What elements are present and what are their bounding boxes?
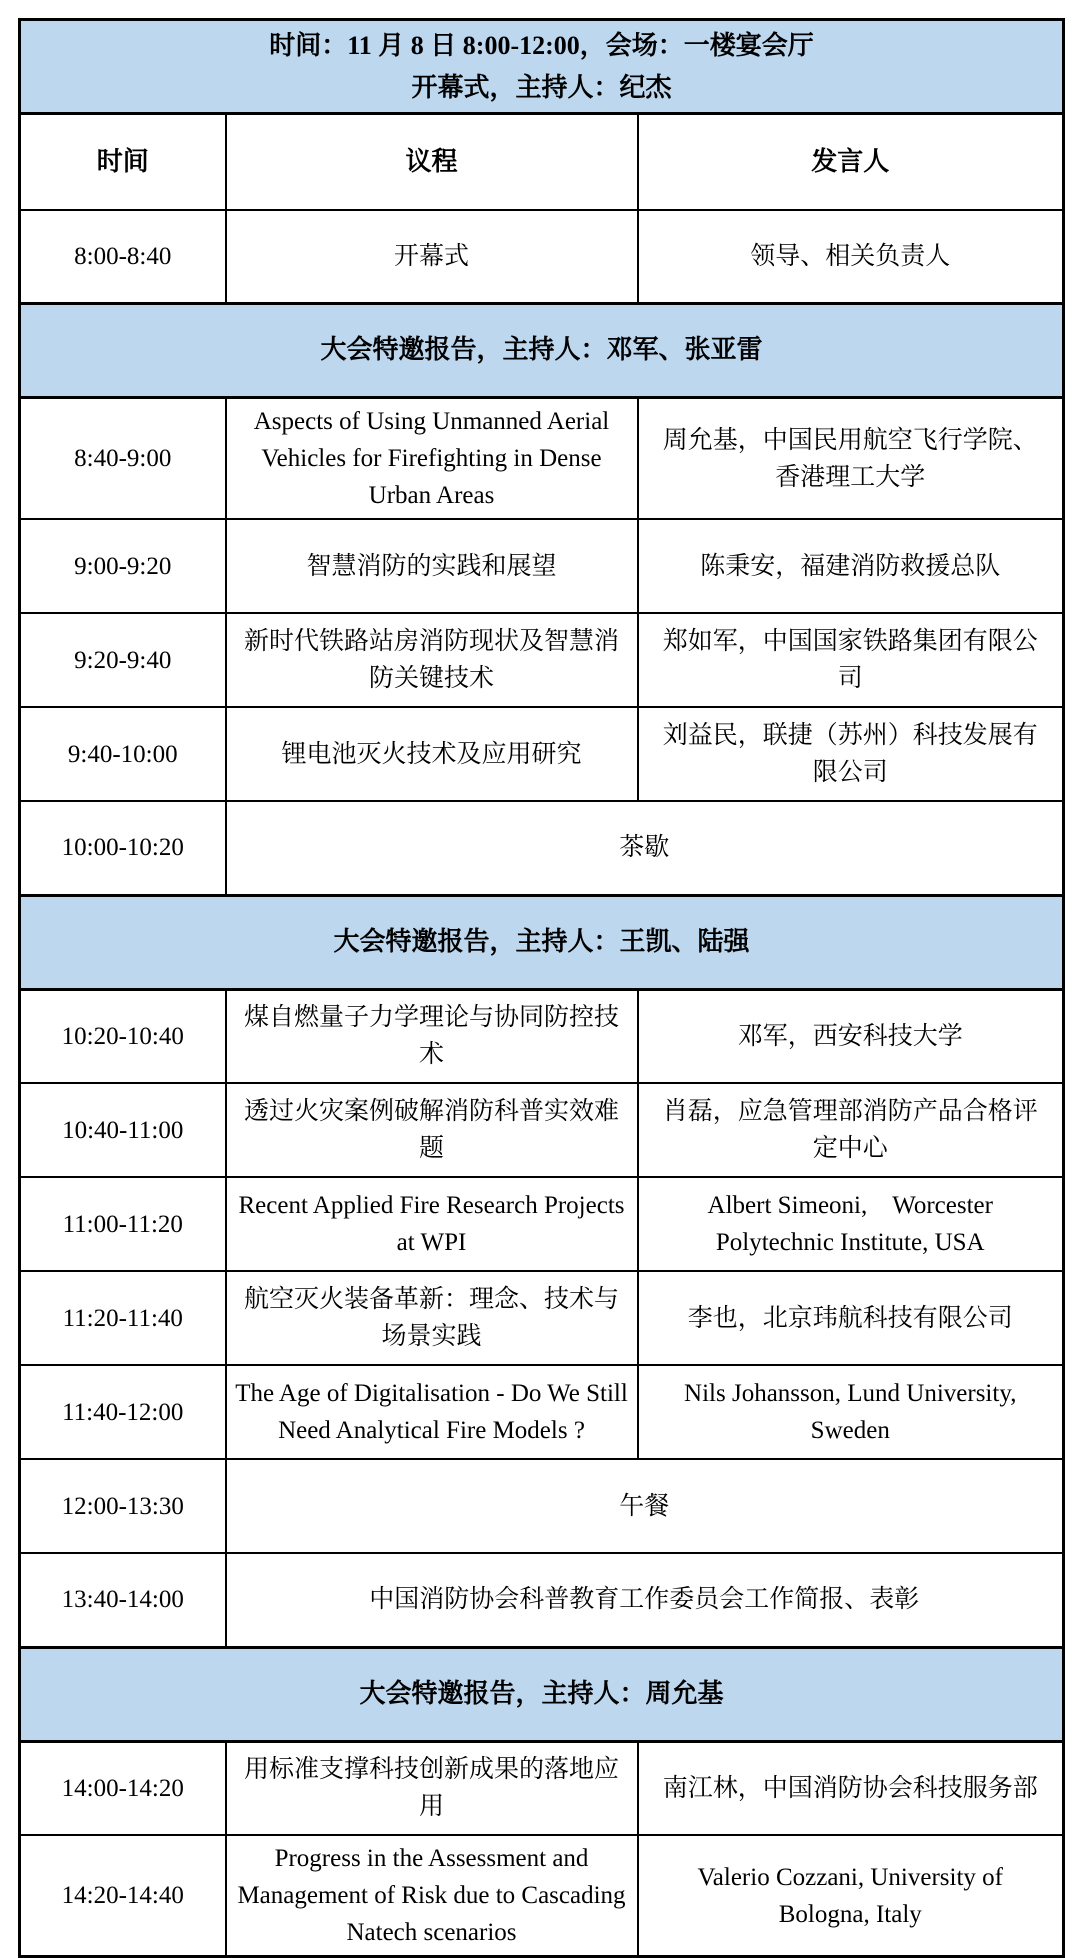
col-header-agenda: 议程 <box>226 114 638 210</box>
speaker-cell: Valerio Cozzani, University of Bologna, Italy <box>638 1835 1064 1957</box>
schedule-row <box>20 1083 1064 1177</box>
time-cell: 12:00-13:30 <box>20 1459 226 1553</box>
speaker-cell: 郑如军，中国国家铁路集团有限公司 <box>638 613 1064 707</box>
merged-schedule-row <box>20 801 1064 895</box>
time-cell: 10:20-10:40 <box>20 989 226 1083</box>
schedule-row <box>20 210 1064 304</box>
schedule-row <box>20 1835 1064 1957</box>
time-cell: 9:40-10:00 <box>20 707 226 801</box>
time-cell: 11:20-11:40 <box>20 1271 226 1365</box>
agenda-cell: 智慧消防的实践和展望 <box>226 519 638 613</box>
speaker-cell: 南江林，中国消防协会科技服务部 <box>638 1741 1064 1835</box>
section-header-row <box>20 304 1064 398</box>
section-header-row <box>20 1647 1064 1741</box>
conference-schedule-table <box>18 18 1065 1958</box>
merged-label-cell: 茶歇 <box>226 801 1064 895</box>
time-cell: 14:00-14:20 <box>20 1741 226 1835</box>
speaker-cell: 陈秉安，福建消防救援总队 <box>638 519 1064 613</box>
section-header-label: 大会特邀报告，主持人：邓军、张亚雷 <box>20 304 1064 398</box>
col-header-speaker: 发言人 <box>638 114 1064 210</box>
speaker-cell: Albert Simeoni, Worcester Polytechnic Institute, USA <box>638 1177 1064 1271</box>
agenda-cell: 新时代铁路站房消防现状及智慧消防关键技术 <box>226 613 638 707</box>
schedule-row <box>20 989 1064 1083</box>
section-header-row <box>20 895 1064 989</box>
speaker-cell: 李也，北京玮航科技有限公司 <box>638 1271 1064 1365</box>
section-header-label: 大会特邀报告，主持人：周允基 <box>20 1647 1064 1741</box>
agenda-cell: 开幕式 <box>226 210 638 304</box>
time-cell: 13:40-14:00 <box>20 1553 226 1647</box>
speaker-cell: 邓军，西安科技大学 <box>638 989 1064 1083</box>
schedule-row <box>20 1741 1064 1835</box>
merged-label-cell: 中国消防协会科普教育工作委员会工作简报、表彰 <box>226 1553 1064 1647</box>
col-header-time: 时间 <box>20 114 226 210</box>
schedule-row <box>20 707 1064 801</box>
time-cell: 11:40-12:00 <box>20 1365 226 1459</box>
time-cell: 9:00-9:20 <box>20 519 226 613</box>
schedule-row <box>20 613 1064 707</box>
speaker-cell: Nils Johansson, Lund University, Sweden <box>638 1365 1064 1459</box>
table-title-cell <box>20 20 1064 114</box>
speaker-cell: 领导、相关负责人 <box>638 210 1064 304</box>
section-header-label: 大会特邀报告，主持人：王凯、陆强 <box>20 895 1064 989</box>
schedule-row <box>20 519 1064 613</box>
speaker-cell: 刘益民，联捷（苏州）科技发展有限公司 <box>638 707 1064 801</box>
speaker-cell: 周允基，中国民用航空飞行学院、香港理工大学 <box>638 398 1064 520</box>
schedule-row <box>20 1177 1064 1271</box>
merged-schedule-row <box>20 1553 1064 1647</box>
agenda-cell: 航空灭火装备革新：理念、技术与场景实践 <box>226 1271 638 1365</box>
agenda-cell: The Age of Digitalisation - Do We Still Need Analytical Fire Models ? <box>226 1365 638 1459</box>
merged-label-cell: 午餐 <box>226 1459 1064 1553</box>
time-cell: 8:40-9:00 <box>20 398 226 520</box>
time-cell: 10:00-10:20 <box>20 801 226 895</box>
schedule-row <box>20 1365 1064 1459</box>
table-title-line2: 开幕式，主持人：纪杰 <box>411 72 672 102</box>
time-cell: 11:00-11:20 <box>20 1177 226 1271</box>
merged-schedule-row <box>20 1459 1064 1553</box>
agenda-cell: 用标准支撑科技创新成果的落地应用 <box>226 1741 638 1835</box>
time-cell: 10:40-11:00 <box>20 1083 226 1177</box>
schedule-row <box>20 398 1064 520</box>
time-cell: 8:00-8:40 <box>20 210 226 304</box>
agenda-cell: 煤自燃量子力学理论与协同防控技术 <box>226 989 638 1083</box>
schedule-row <box>20 1271 1064 1365</box>
agenda-cell: Progress in the Assessment and Management of Risk due to Cascading Natech scenarios <box>226 1835 638 1957</box>
table-title-row <box>20 20 1064 114</box>
agenda-cell: 锂电池灭火技术及应用研究 <box>226 707 638 801</box>
agenda-cell: Recent Applied Fire Research Projects at WPI <box>226 1177 638 1271</box>
agenda-cell: Aspects of Using Unmanned Aerial Vehicles for Firefighting in Dense Urban Areas <box>226 398 638 520</box>
table-title-line1: 时间：11 月 8 日 8:00-12:00，会场：一楼宴会厅 <box>269 31 814 60</box>
agenda-cell: 透过火灾案例破解消防科普实效难题 <box>226 1083 638 1177</box>
time-cell: 9:20-9:40 <box>20 613 226 707</box>
speaker-cell: 肖磊，应急管理部消防产品合格评定中心 <box>638 1083 1064 1177</box>
column-header-row <box>20 114 1064 210</box>
time-cell: 14:20-14:40 <box>20 1835 226 1957</box>
